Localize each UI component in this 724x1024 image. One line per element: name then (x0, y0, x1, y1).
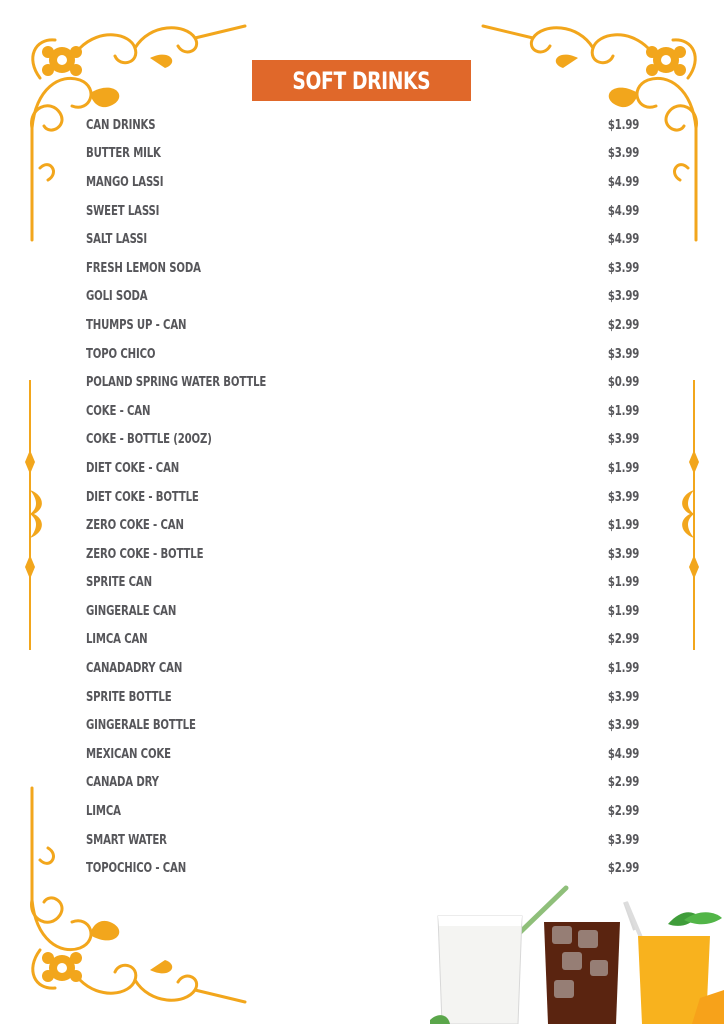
menu-item-row (86, 854, 639, 883)
menu-item-row (86, 711, 639, 740)
menu-item-name: MANGO LASSI (86, 174, 164, 190)
menu-item-name: DIET COKE - BOTTLE (86, 489, 199, 505)
menu-item-name: DIET COKE - CAN (86, 460, 180, 476)
menu-item-price: $1.99 (607, 460, 639, 476)
menu-item-name: GOLI SODA (86, 289, 148, 305)
menu-item-row (86, 340, 639, 369)
menu-item-name: SPRITE CAN (86, 575, 152, 591)
menu-item-row (86, 483, 639, 512)
menu-item-name: GINGERALE CAN (86, 603, 177, 619)
menu-item-price: $3.99 (607, 146, 639, 162)
menu-item-row (86, 540, 639, 569)
menu-item-price: $4.99 (607, 174, 639, 190)
menu-item-row (86, 511, 639, 540)
side-ornament-right (672, 380, 702, 650)
menu-item-price: $2.99 (607, 317, 639, 333)
menu-item-name: CANADADRY CAN (86, 661, 183, 677)
menu-item-row (86, 597, 639, 626)
menu-item-price: $4.99 (607, 232, 639, 248)
menu-item-price: $3.99 (607, 689, 639, 705)
drinks-illustration (430, 880, 724, 1024)
menu-item-row (86, 140, 639, 169)
menu-item-price: $1.99 (607, 661, 639, 677)
menu-item-price: $1.99 (607, 603, 639, 619)
menu-item-price: $0.99 (607, 375, 639, 391)
menu-list (86, 111, 639, 883)
menu-item-name: LIMCA (86, 804, 121, 820)
menu-item-row (86, 797, 639, 826)
menu-item-row (86, 626, 639, 655)
menu-item-name: COKE - CAN (86, 403, 151, 419)
menu-item-row (86, 683, 639, 712)
menu-item-row (86, 569, 639, 598)
menu-item-name: SMART WATER (86, 832, 167, 848)
title-banner (252, 60, 471, 101)
page-title: SOFT DRINKS (292, 66, 431, 95)
menu-item-price: $3.99 (607, 832, 639, 848)
menu-item-name: GINGERALE BOTTLE (86, 718, 196, 734)
menu-item-price: $3.99 (607, 546, 639, 562)
menu-item-price: $3.99 (607, 432, 639, 448)
menu-item-name: FRESH LEMON SODA (86, 260, 201, 276)
menu-item-price: $1.99 (607, 518, 639, 534)
menu-item-price: $2.99 (607, 632, 639, 648)
menu-item-row (86, 225, 639, 254)
menu-item-price: $2.99 (607, 861, 639, 877)
menu-item-price: $3.99 (607, 489, 639, 505)
menu-item-name: TOPOCHICO - CAN (86, 861, 187, 877)
menu-item-name: BUTTER MILK (86, 146, 161, 162)
menu-item-name: THUMPS UP - CAN (86, 317, 187, 333)
menu-item-row (86, 826, 639, 855)
menu-item-name: POLAND SPRING WATER BOTTLE (86, 375, 267, 391)
menu-item-row (86, 111, 639, 140)
menu-item-price: $2.99 (607, 804, 639, 820)
menu-item-name: TOPO CHICO (86, 346, 156, 362)
menu-item-name: CANADA DRY (86, 775, 159, 791)
menu-item-row (86, 654, 639, 683)
menu-item-name: ZERO COKE - CAN (86, 518, 184, 534)
menu-item-row (86, 311, 639, 340)
menu-item-price: $2.99 (607, 775, 639, 791)
menu-item-row (86, 197, 639, 226)
menu-item-name: MEXICAN COKE (86, 746, 171, 762)
menu-item-row (86, 769, 639, 798)
menu-item-price: $4.99 (607, 746, 639, 762)
menu-item-row (86, 283, 639, 312)
menu-item-name: SPRITE BOTTLE (86, 689, 172, 705)
menu-item-name: SALT LASSI (86, 232, 148, 248)
menu-item-price: $3.99 (607, 260, 639, 276)
menu-item-price: $1.99 (607, 117, 639, 133)
menu-item-price: $1.99 (607, 575, 639, 591)
menu-item-name: LIMCA CAN (86, 632, 148, 648)
menu-item-name: ZERO COKE - BOTTLE (86, 546, 204, 562)
menu-item-name: COKE - BOTTLE (20OZ) (86, 432, 212, 448)
menu-item-row (86, 454, 639, 483)
menu-item-price: $3.99 (607, 346, 639, 362)
menu-item-price: $4.99 (607, 203, 639, 219)
menu-item-name: SWEET LASSI (86, 203, 160, 219)
menu-item-price: $3.99 (607, 289, 639, 305)
menu-item-row (86, 397, 639, 426)
side-ornament-left (22, 380, 52, 650)
menu-item-row (86, 426, 639, 455)
menu-item-row (86, 254, 639, 283)
menu-item-price: $1.99 (607, 403, 639, 419)
menu-item-row (86, 368, 639, 397)
menu-item-row (86, 168, 639, 197)
menu-item-price: $3.99 (607, 718, 639, 734)
menu-item-row (86, 740, 639, 769)
menu-item-name: CAN DRINKS (86, 117, 156, 133)
